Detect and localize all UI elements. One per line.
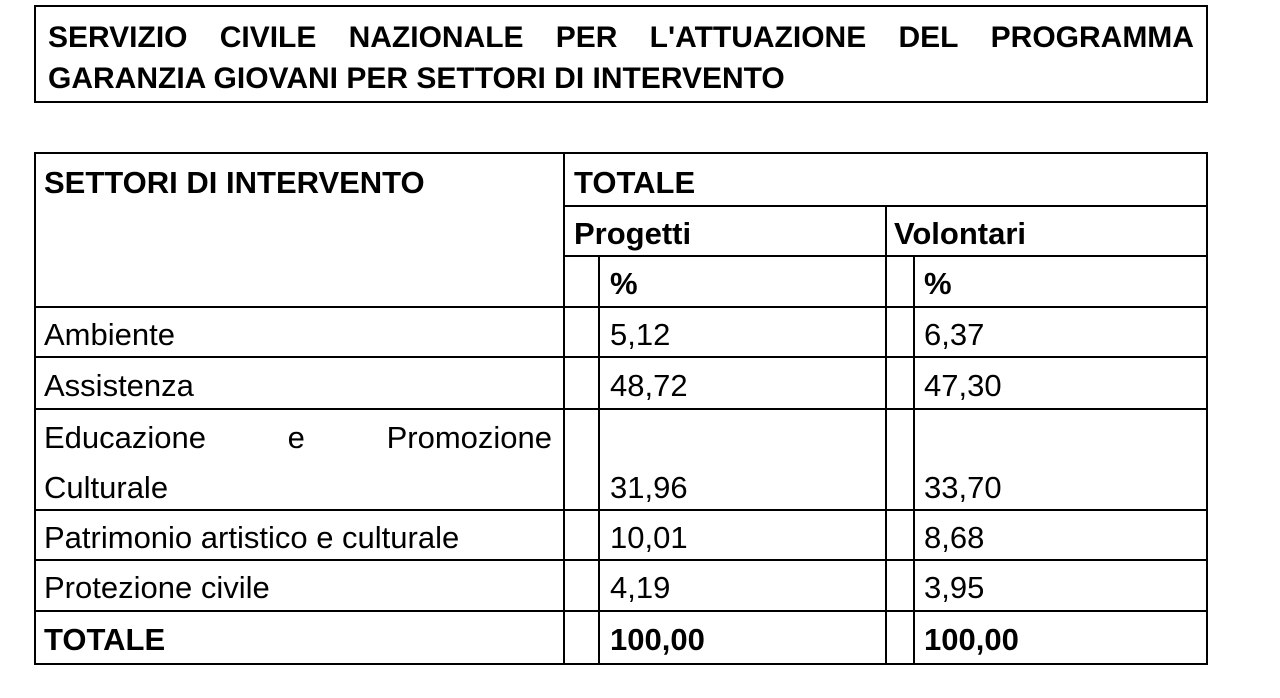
volontari-assistenza: 47,30 <box>924 368 1002 403</box>
table-border-bottom <box>34 663 1208 665</box>
settore-word: Promozione <box>386 420 552 455</box>
divider-volontari-inner <box>913 256 915 665</box>
title-word: CIVILE <box>219 21 317 54</box>
unit-volontari: % <box>924 266 952 301</box>
divider-progetti-inner <box>598 256 600 665</box>
row-line-4 <box>34 559 1208 561</box>
title-box <box>34 5 1208 103</box>
volontari-educazione: 33,70 <box>924 470 1002 505</box>
header-progetti: Progetti <box>574 216 692 251</box>
divider-progetti-volontari <box>885 206 887 665</box>
progetti-patrimonio: 10,01 <box>610 520 688 555</box>
row-line-5 <box>34 610 1208 612</box>
title-line-1 <box>48 15 1194 61</box>
volontari-patrimonio: 8,68 <box>924 520 985 555</box>
settore-totale: TOTALE <box>44 622 166 657</box>
settore-educazione-line2: Culturale <box>44 470 169 505</box>
header-settori: SETTORI DI INTERVENTO <box>44 165 425 200</box>
settore-patrimonio: Patrimonio artistico e culturale <box>44 520 460 555</box>
row-line-progetti <box>563 255 1208 257</box>
title-word: DEL <box>898 21 959 54</box>
progetti-ambiente: 5,12 <box>610 317 671 352</box>
row-line-header <box>34 306 1208 308</box>
title-word: PROGRAMMA <box>990 21 1194 54</box>
progetti-assistenza: 48,72 <box>610 368 688 403</box>
title-line-2: GARANZIA GIOVANI PER SETTORI DI INTERVENTO <box>48 62 785 95</box>
title-word: SERVIZIO <box>48 21 188 54</box>
title-word: PER <box>555 21 618 54</box>
row-line-totale <box>563 205 1208 207</box>
progetti-totale: 100,00 <box>610 622 705 657</box>
volontari-protezione: 3,95 <box>924 570 985 605</box>
header-totale: TOTALE <box>574 165 696 200</box>
settore-word: Educazione <box>44 420 207 455</box>
settore-ambiente: Ambiente <box>44 317 175 352</box>
sector-table <box>34 152 1208 665</box>
unit-progetti: % <box>610 266 638 301</box>
table-border-top <box>34 152 1208 154</box>
title-word: L'ATTUAZIONE <box>649 21 867 54</box>
settore-assistenza: Assistenza <box>44 368 194 403</box>
settore-protezione: Protezione civile <box>44 570 270 605</box>
row-line-3 <box>34 509 1208 511</box>
row-line-1 <box>34 356 1208 358</box>
volontari-ambiente: 6,37 <box>924 317 985 352</box>
progetti-educazione: 31,96 <box>610 470 688 505</box>
settore-word: e <box>287 420 305 455</box>
settore-educazione-line1 <box>44 420 552 456</box>
progetti-protezione: 4,19 <box>610 570 671 605</box>
volontari-totale: 100,00 <box>924 622 1019 657</box>
header-volontari: Volontari <box>894 216 1027 251</box>
row-line-2 <box>34 408 1208 410</box>
title-word: NAZIONALE <box>348 21 524 54</box>
